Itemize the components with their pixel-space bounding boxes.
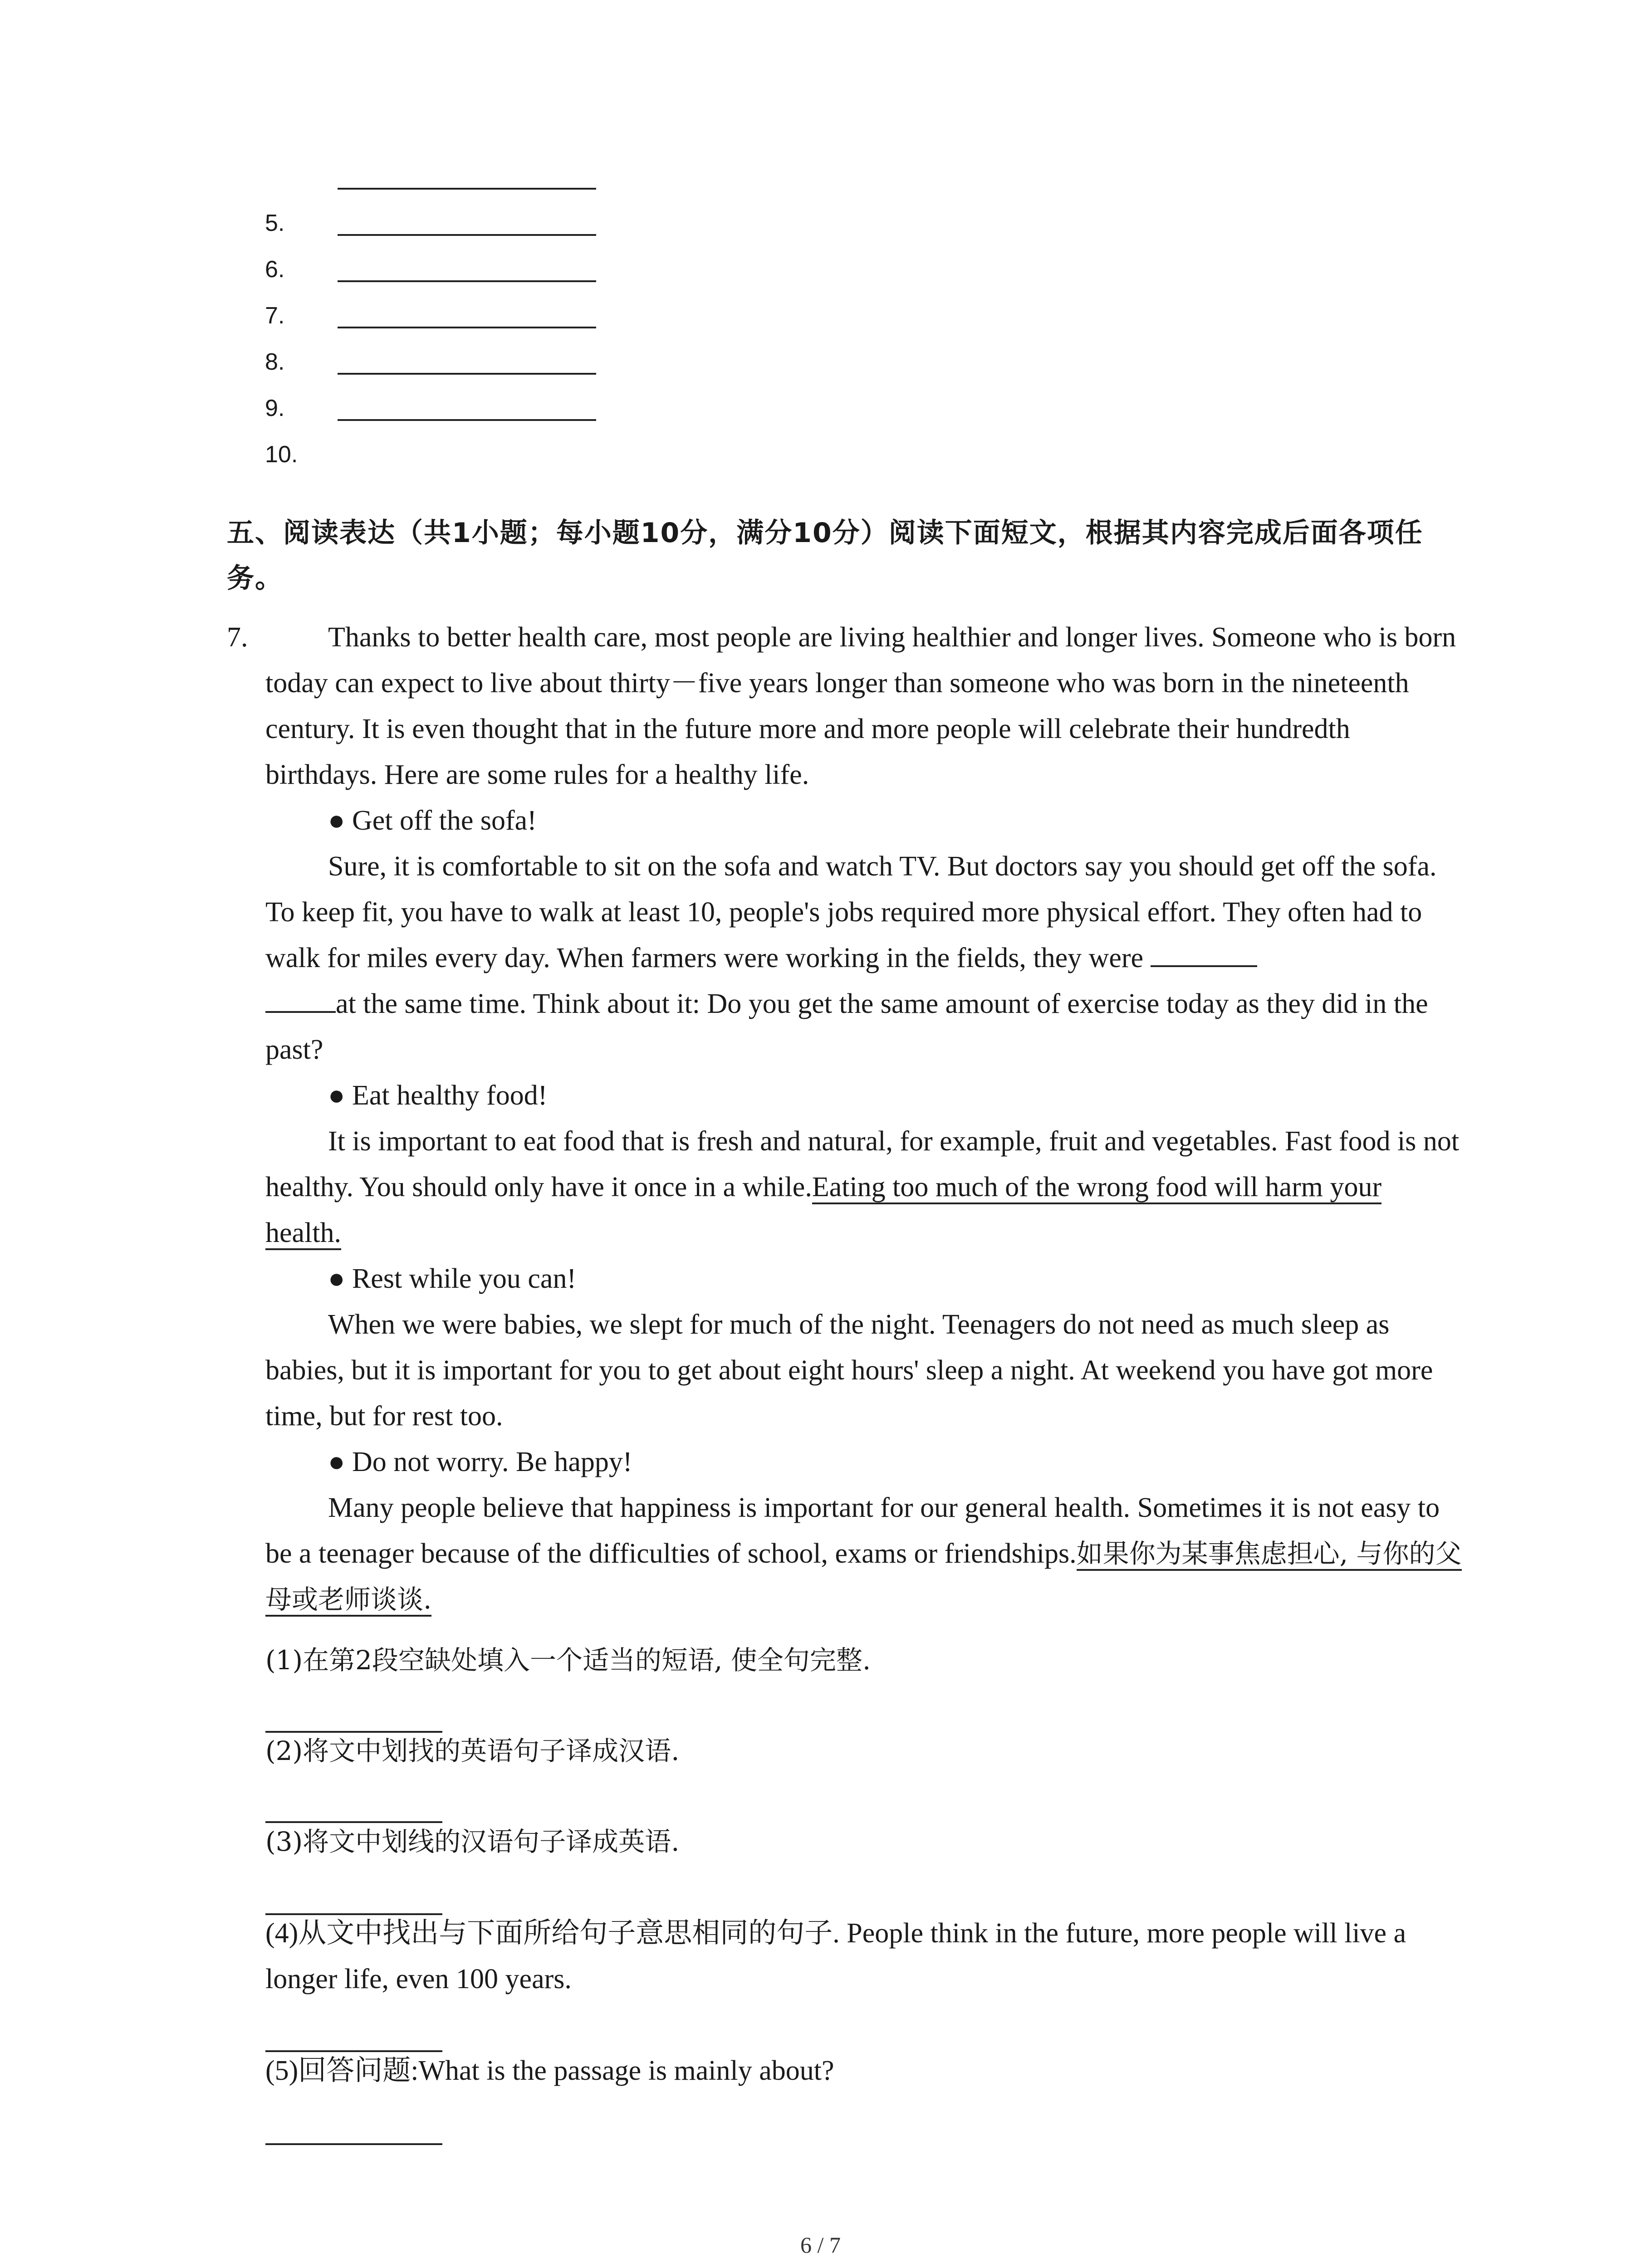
task-3: (3)将文中划线的汉语句子译成英语.: [265, 1826, 680, 1857]
answer-line[interactable]: [338, 327, 596, 328]
answer-number: 10.: [265, 441, 298, 468]
task-2: (2)将文中划找的英语句子译成汉语.: [265, 1735, 680, 1766]
answer-number: 7.: [265, 303, 285, 329]
bullet-heading-3: ● Rest while you can!: [328, 1263, 577, 1294]
answer-number: 5.: [265, 210, 285, 236]
task-4: (4)从文中找出与下面所给句子意思相同的句子. People think in the future, more people will live a longer life, even 100 years.: [265, 1918, 1406, 1994]
answer-line[interactable]: [338, 419, 596, 421]
underlined-english-sentence: Eating too much of the wrong food will harm your health.: [265, 1172, 1381, 1250]
answer-line[interactable]: [338, 188, 596, 190]
answer-row-6: [265, 237, 610, 283]
answer-blank-5[interactable]: [265, 2143, 442, 2145]
page-number: 6 / 7: [800, 2232, 841, 2258]
answer-row-8: [265, 329, 610, 376]
bullet-heading-2: ● Eat healthy food!: [328, 1080, 548, 1111]
paragraph-5: [265, 1485, 1463, 1623]
answer-row-9: [265, 376, 610, 422]
answer-number: 9.: [265, 395, 285, 421]
paragraph-3-text: It is important to eat food that is fresh and natural, for example, fruit and vegetables. Fast food is not healthy. You should only have it once in a while.: [265, 1126, 1460, 1202]
answer-line[interactable]: [338, 373, 596, 375]
paragraph-2-text-b: at the same time. Think about it: Do you get the same amount of exercise today as they did in the past?: [265, 988, 1428, 1065]
paragraph-2-text-a: Sure, it is comfortable to sit on the sofa and watch TV. But doctors say you should get off the sofa. To keep fit, you have to walk at least 10, people's jobs required more physical effort. They often had to walk for miles every day. When farmers were working in the fields, they were: [265, 851, 1437, 973]
answer-line[interactable]: [338, 234, 596, 236]
answer-row-7: [265, 283, 610, 329]
underlined-chinese-sentence: 如果你为某事焦虑担心, 与你的父母或老师谈谈.: [265, 1538, 1462, 1617]
bullet-heading-4: ● Do not worry. Be happy!: [328, 1447, 632, 1477]
bullet-heading-1: ● Get off the sofa!: [328, 805, 537, 836]
section-title: 五、阅读表达（共1小题；每小题10分，满分10分）阅读下面短文，根据其内容完成后面各项任务。: [227, 517, 1423, 594]
answer-row-5: [265, 191, 610, 237]
paragraph-5-text: Many people believe that happiness is important for our general health. Sometimes it is not easy to be a teenager because of the difficulties of school, exams or friendships.: [265, 1492, 1440, 1569]
answer-row-10: [265, 422, 610, 468]
reading-passage: [265, 615, 1463, 1623]
fill-blank[interactable]: [1151, 938, 1257, 967]
question-number: 7.: [227, 622, 248, 653]
task-5: (5)回答问题:What is the passage is mainly about?: [265, 2055, 834, 2086]
task-1: (1)在第2段空缺处填入一个适当的短语, 使全句完整.: [265, 1645, 871, 1676]
fill-blank-continued[interactable]: [265, 984, 336, 1013]
answer-number: 8.: [265, 349, 285, 375]
answer-number: 6.: [265, 256, 285, 283]
paragraph-4: When we were babies, we slept for much of the night. Teenagers do not need as much sleep as babies, but it is important for you to get about eight hours' sleep a night. At weekend you have got more time, but for rest too.: [265, 1309, 1433, 1432]
paragraph-2: [265, 844, 1463, 1073]
paragraph-3: [265, 1119, 1463, 1256]
paragraph-1: Thanks to better health care, most people are living healthier and longer lives. Someone who is born today can expect to live about thirty－five years longer than someone who was born in the nineteenth century. It is even thought that in the future more and more people will celebrate their hundredth birthdays. Here are some rules for a healthy life.: [265, 622, 1456, 790]
answer-line[interactable]: [338, 280, 596, 282]
